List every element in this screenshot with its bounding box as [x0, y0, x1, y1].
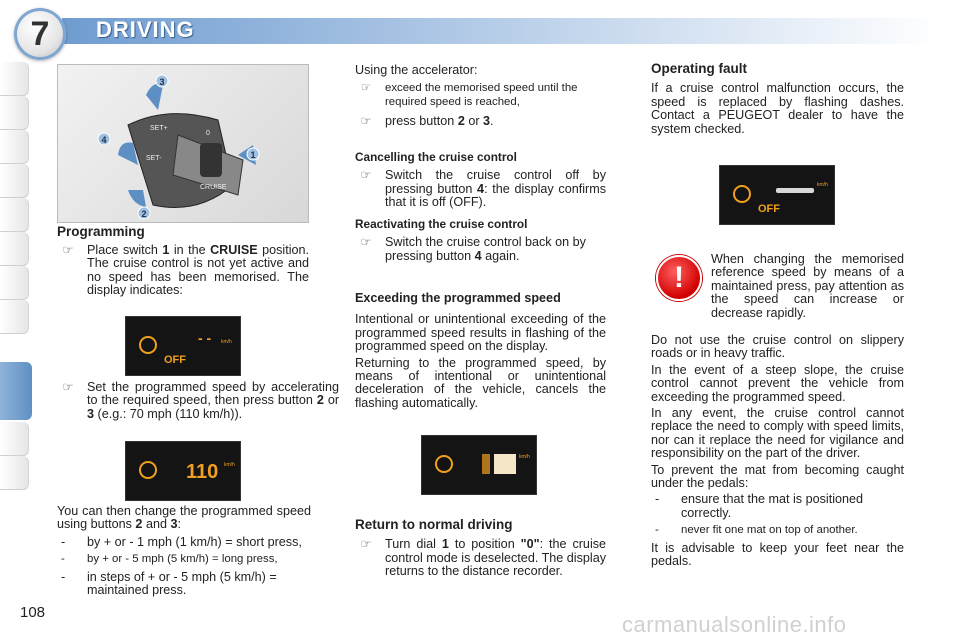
- callout-2-label: 2: [141, 209, 147, 219]
- stalk-image: [57, 64, 309, 223]
- list-item: ☞ exceed the memorised speed until the required speed is reached,: [355, 82, 606, 109]
- display-dashes: - -: [198, 330, 212, 346]
- speedometer-icon: [140, 337, 156, 353]
- advice-paragraph-4: To prevent the mat from becoming caught under the pedals:: [651, 462, 904, 491]
- stalk-label-set-minus: SET-: [146, 155, 162, 162]
- chapter-tab-active[interactable]: [0, 362, 32, 420]
- pointer-icon: ☞: [360, 82, 372, 95]
- exceed-heading: Exceeding the programmed speed: [355, 291, 561, 305]
- list-item: - by + or - 1 mph (1 km/h) = short press,: [61, 534, 302, 549]
- list-item: - by + or - 5 mph (5 km/h) = long press,: [61, 553, 278, 566]
- programming-section: [57, 224, 309, 298]
- accelerator-intro: Using the accelerator:: [355, 63, 478, 77]
- chapter-tab[interactable]: [0, 96, 29, 130]
- pointer-icon: ☞: [62, 243, 74, 257]
- list-item: - in steps of + or - 5 mph (5 km/h) = maintained press.: [61, 569, 277, 598]
- accelerator-section: [355, 64, 606, 129]
- fault-text: If a cruise control malfunction occurs, the speed is replaced by flashing dashes. Contact a PEUGEOT dealer to have the system checked.: [651, 81, 904, 136]
- advice-section: [651, 334, 904, 569]
- pointer-icon: ☞: [360, 537, 372, 552]
- display-110: [125, 441, 241, 501]
- change-speed-section: [57, 505, 311, 597]
- speedometer-icon: [436, 456, 452, 472]
- display-speed-value: 110: [186, 461, 219, 483]
- chapter-tab[interactable]: [0, 422, 29, 456]
- fault-section: [651, 62, 904, 136]
- list-item: ☞ press button 2 or 3.: [355, 115, 606, 128]
- flashing-dashes: [776, 188, 814, 193]
- list-item: ☞ Turn dial 1 to position "0": the cruise control mode is deselected. The display returns to the distance recorder.: [355, 538, 606, 578]
- advice-paragraph-5: It is advisable to keep your feet near the pedals.: [651, 540, 904, 569]
- change-speed-text: You can then change the programmed speed using buttons 2 and 3:: [57, 504, 311, 532]
- display-unit: km/h: [224, 462, 235, 468]
- pointer-icon: ☞: [360, 168, 372, 183]
- display-off-label: OFF: [164, 354, 186, 366]
- warning-text: When changing the memorised reference speed by means of a maintained press, pay attention as the speed can increase or decrease rapidly.: [711, 252, 904, 320]
- advice-paragraph-3: In any event, the cruise control cannot replace the need to comply with speed limits, nor can it replace the need for vigilance and responsibility on the part of the driver.: [651, 406, 904, 461]
- display-unit: km/h: [221, 339, 232, 345]
- programming-heading: Programming: [57, 224, 145, 239]
- speedometer-icon: [734, 186, 750, 202]
- display-fault-dashes: [719, 165, 835, 225]
- programming-bullet-1: ☞ Place switch 1 in the CRUISE position. The cruise control is not yet active and no speed has been memorised. The display indicates:: [57, 244, 309, 298]
- pointer-icon: ☞: [360, 114, 372, 129]
- chapter-tab[interactable]: [0, 62, 29, 96]
- warning-icon: !: [656, 255, 702, 301]
- cancel-heading: Cancelling the cruise control: [355, 150, 517, 164]
- advice-paragraph-1: Do not use the cruise control on slippery roads or in heavy traffic.: [651, 333, 904, 361]
- stalk-label-set-plus: SET+: [150, 125, 168, 132]
- chapter-tab[interactable]: [0, 130, 29, 164]
- page-number: 108: [20, 604, 46, 621]
- callout-1-label: 1: [250, 150, 256, 160]
- chapter-tab[interactable]: [0, 164, 29, 198]
- list-item: ☞ Switch the cruise control back on by pressing button 4 again.: [355, 236, 606, 263]
- programming-bullet-2: ☞ Set the programmed speed by accelerating to the required speed, then press button 2 or 3 (e.g.: 70 mph (110 km/h)).: [57, 381, 339, 421]
- callout-4-label: 4: [101, 135, 107, 145]
- watermark: carmanualsonline.info: [622, 612, 847, 637]
- list-item: - ensure that the mat is positioned correctly.: [655, 492, 864, 520]
- chapter-tab[interactable]: [0, 456, 29, 490]
- stalk-label-cruise: CRUISE: [200, 184, 227, 191]
- return-heading: Return to normal driving: [355, 517, 513, 532]
- pointer-icon: ☞: [360, 235, 372, 250]
- display-off-label: OFF: [758, 203, 780, 215]
- pointer-icon: ☞: [62, 380, 74, 394]
- return-section: [355, 518, 606, 579]
- cruise-stalk-illustration: [58, 65, 308, 222]
- display-off-dashes: [125, 316, 241, 376]
- display-unit: km/h: [817, 182, 828, 188]
- reactivate-heading: Reactivating the cruise control: [355, 217, 528, 231]
- chapter-tab[interactable]: [0, 198, 29, 232]
- chapter-tab-strip: [0, 62, 32, 502]
- stalk-label-zero: 0: [206, 130, 210, 137]
- chapter-tab[interactable]: [0, 266, 29, 300]
- page-title: DRIVING: [96, 17, 195, 42]
- display-unit: km/h: [519, 454, 530, 460]
- exceed-paragraph-2: Returning to the programmed speed, by means of intentional or unintentional deceleration of the vehicle, cancels the flashing automatically.: [355, 355, 606, 410]
- reactivate-section: [355, 218, 606, 263]
- list-item: ☞ Switch the cruise control off by pressing button 4: the display confirms that it is off (OFF).: [355, 169, 606, 209]
- fault-heading: Operating fault: [651, 61, 748, 76]
- chapter-tab[interactable]: [0, 232, 29, 266]
- speedometer-icon: [140, 462, 156, 478]
- list-item: - never fit one mat on top of another.: [655, 524, 858, 537]
- exceed-paragraph-1: Intentional or unintentional exceeding of the programmed speed results in flashing of the programmed speed on the display.: [355, 312, 606, 354]
- chapter-number-badge: 7: [14, 8, 66, 60]
- cancel-section: [355, 151, 606, 210]
- display-flashing: [421, 435, 537, 495]
- exceed-section: [355, 292, 606, 410]
- callout-3-label: 3: [159, 77, 165, 87]
- advice-paragraph-2: In the event of a steep slope, the cruise control cannot prevent the vehicle from exceeding the programmed speed.: [651, 362, 904, 404]
- chapter-tab[interactable]: [0, 300, 29, 334]
